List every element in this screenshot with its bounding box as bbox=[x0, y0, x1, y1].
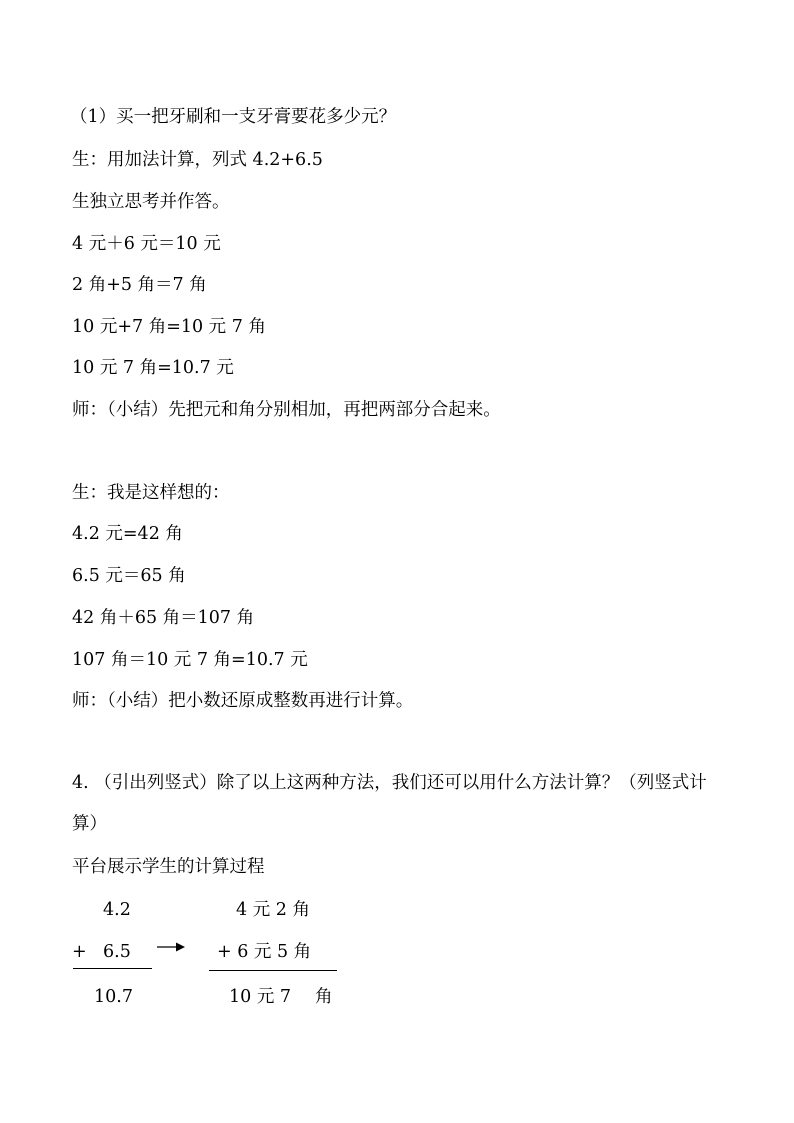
decimal-result: 10.7 bbox=[94, 987, 133, 1007]
units-top-row: 4 元 2 角 bbox=[236, 900, 310, 920]
equation-line: 10 元+7 角=10 元 7 角 bbox=[72, 317, 266, 337]
units-result-left: 10 元 7 bbox=[229, 987, 292, 1007]
question-line: （1）买一把牙刷和一支牙膏要花多少元？ bbox=[70, 107, 397, 127]
equation-line: 4.2 元=42 角 bbox=[72, 524, 183, 544]
equation-line: 6.5 元＝65 角 bbox=[72, 566, 186, 586]
instruction-line: 生独立思考并作答。 bbox=[72, 192, 230, 212]
decimal-sum-line bbox=[73, 968, 152, 969]
equation-line: 2 角+5 角＝7 角 bbox=[72, 275, 207, 295]
teacher-summary-line: 师：（小结）把小数还原成整数再进行计算。 bbox=[72, 691, 414, 711]
units-result-right: 角 bbox=[315, 987, 333, 1007]
equation-line: 42 角＋65 角＝107 角 bbox=[72, 608, 255, 628]
units-sum-line bbox=[209, 970, 337, 971]
platform-display-line: 平台展示学生的计算过程 bbox=[72, 857, 265, 877]
student-answer-line: 生：用加法计算，列式 4.2+6.5 bbox=[72, 150, 323, 170]
equation-line: 10 元 7 角=10.7 元 bbox=[72, 358, 234, 378]
equation-line: 107 角＝10 元 7 角=10.7 元 bbox=[72, 650, 308, 670]
decimal-top-number: 4.2 bbox=[103, 900, 131, 920]
equation-line: 4 元＋6 元＝10 元 bbox=[72, 234, 221, 254]
decimal-second-number: 6.5 bbox=[103, 942, 131, 962]
section-4-paragraph: 4. （引出列竖式）除了以上这两种方法，我们还可以用什么方法计算？（列竖式计算） bbox=[72, 773, 707, 834]
student-answer-line: 生：我是这样想的： bbox=[72, 483, 230, 503]
plus-sign: + bbox=[72, 942, 87, 962]
units-second-row: + 6 元 5 角 bbox=[217, 942, 312, 962]
arrow-right-icon bbox=[157, 941, 185, 953]
teacher-summary-line: 师：（小结）先把元和角分别相加，再把两部分合起来。 bbox=[72, 400, 501, 420]
